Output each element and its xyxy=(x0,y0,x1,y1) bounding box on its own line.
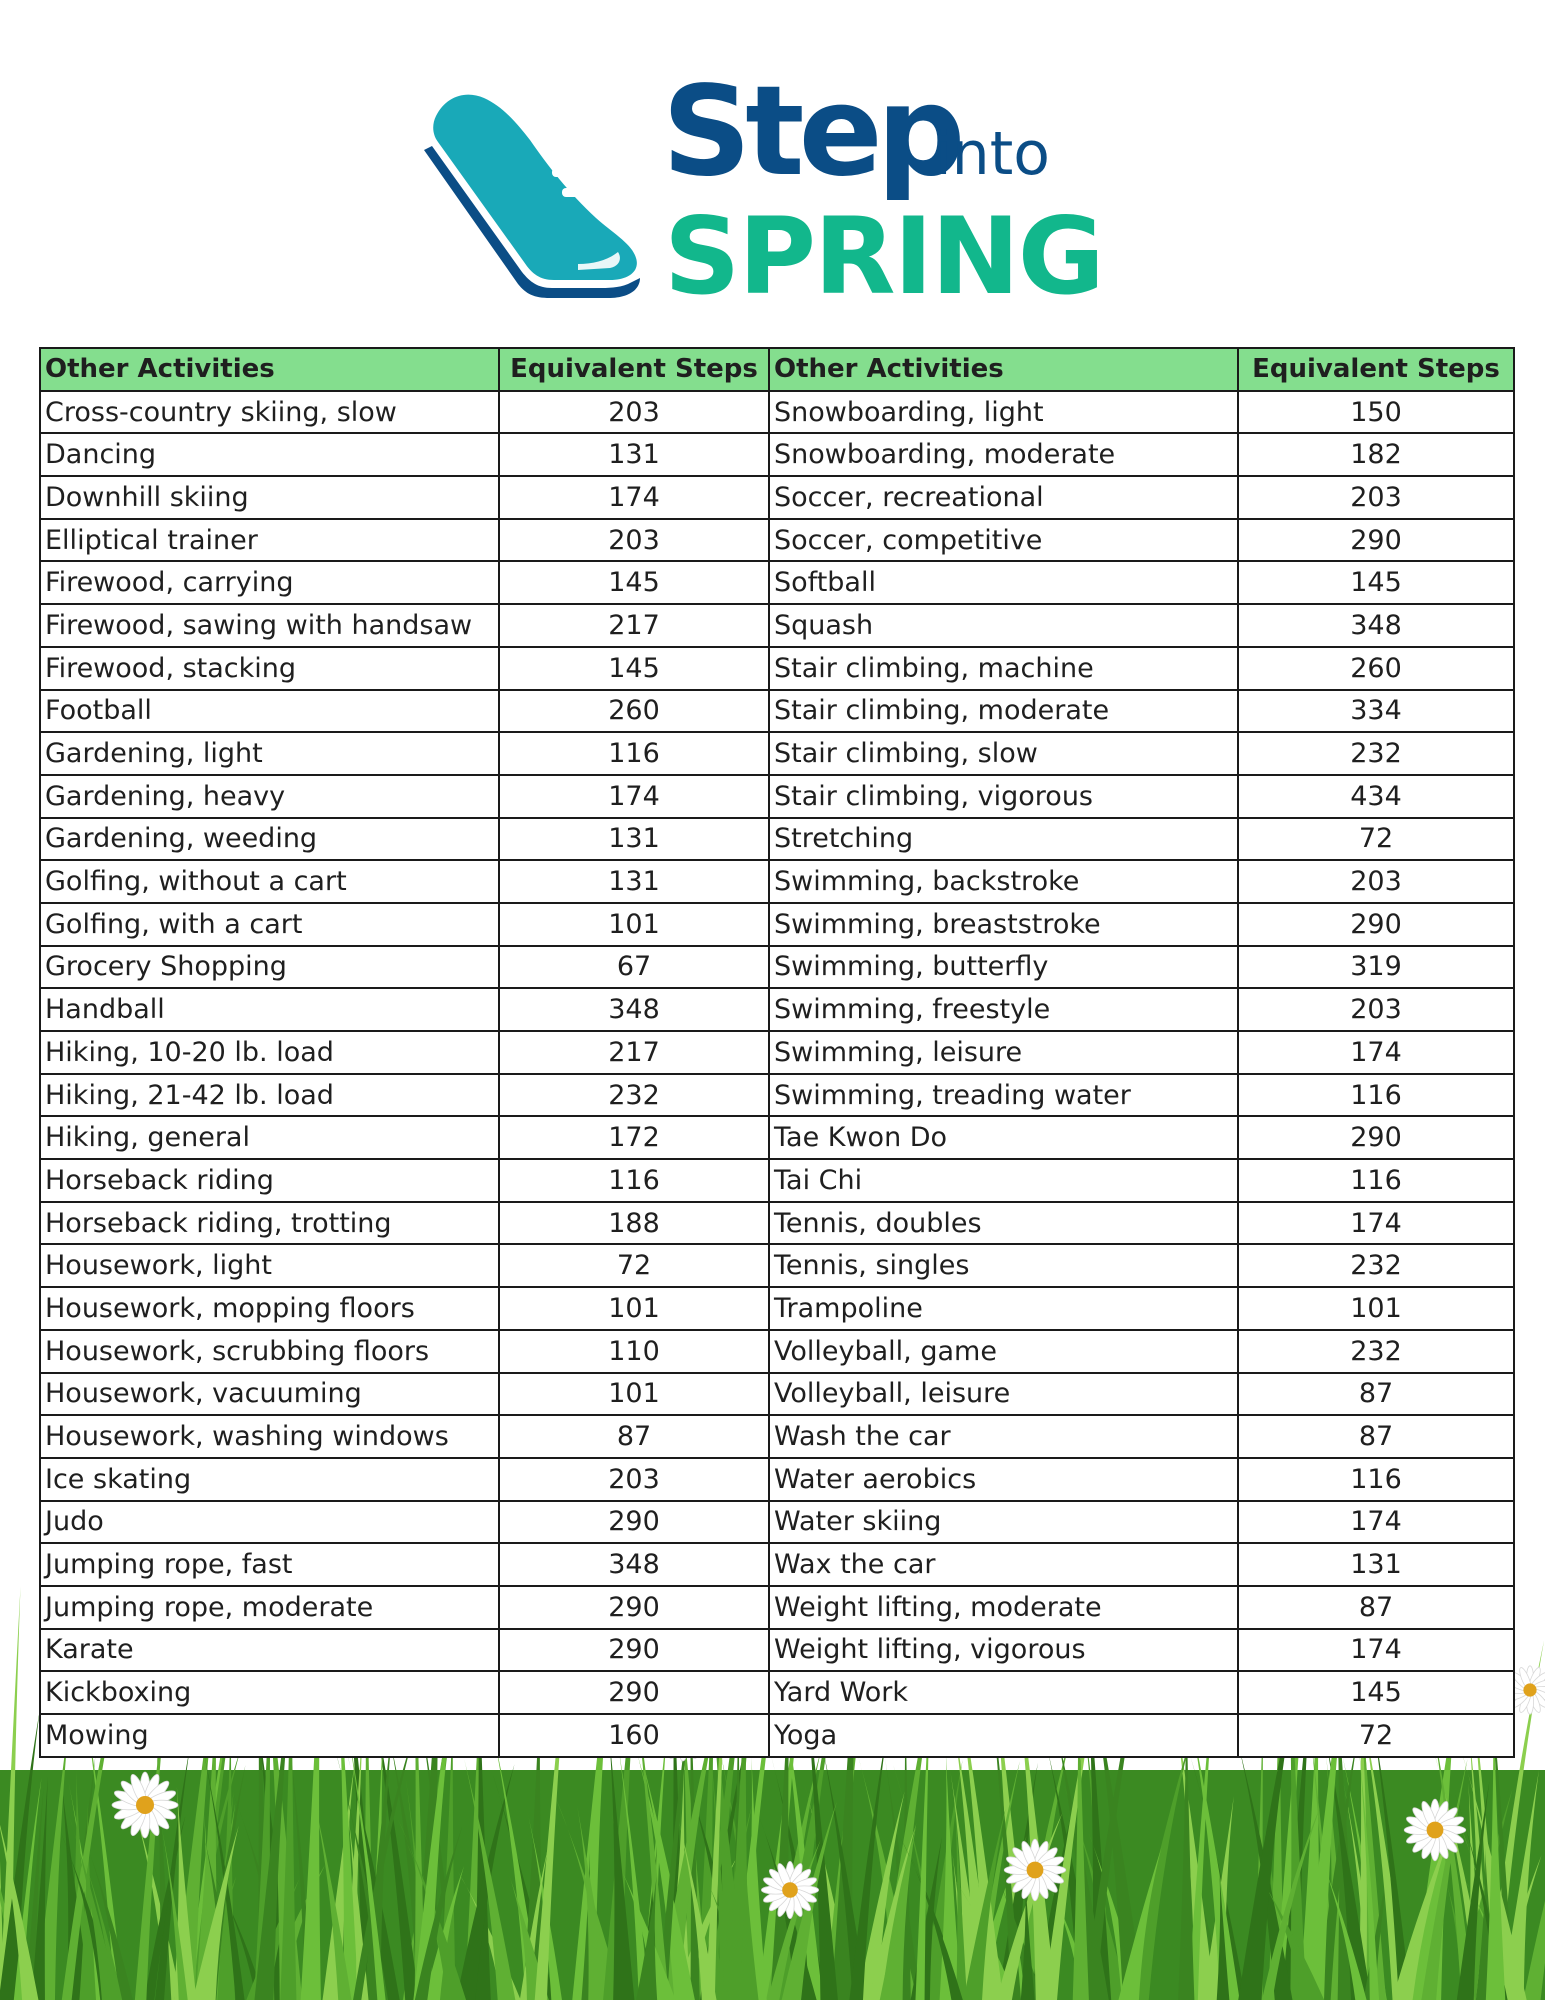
sneaker-icon xyxy=(418,88,644,302)
equivalent-steps-cell: 203 xyxy=(499,391,769,434)
table-row xyxy=(40,1116,1514,1159)
equivalent-steps-cell: 174 xyxy=(1238,1629,1514,1672)
logo-step-text: Step xyxy=(662,60,960,204)
activity-cell: Water skiing xyxy=(769,1501,1238,1544)
equivalent-steps-cell: 101 xyxy=(499,903,769,946)
equivalent-steps-cell: 290 xyxy=(499,1501,769,1544)
equivalent-steps-cell: 290 xyxy=(499,1671,769,1714)
equivalent-steps-cell: 87 xyxy=(1238,1415,1514,1458)
table-row xyxy=(40,1202,1514,1245)
activity-cell: Weight lifting, vigorous xyxy=(769,1629,1238,1672)
equivalent-steps-cell: 110 xyxy=(499,1330,769,1373)
equivalent-steps-cell: 87 xyxy=(499,1415,769,1458)
activity-cell: Ice skating xyxy=(40,1458,499,1501)
activity-cell: Volleyball, leisure xyxy=(769,1373,1238,1416)
activity-cell: Handball xyxy=(40,988,499,1031)
activity-cell: Swimming, leisure xyxy=(769,1031,1238,1074)
equivalent-steps-cell: 101 xyxy=(1238,1287,1514,1330)
equivalent-steps-cell: 116 xyxy=(1238,1074,1514,1117)
table-row xyxy=(40,433,1514,476)
equivalent-steps-cell: 217 xyxy=(499,1031,769,1074)
column-header-activities: Other Activities xyxy=(40,348,499,391)
activity-cell: Swimming, freestyle xyxy=(769,988,1238,1031)
table-row xyxy=(40,690,1514,733)
table-row xyxy=(40,604,1514,647)
equivalent-steps-cell: 232 xyxy=(1238,1244,1514,1287)
table-row xyxy=(40,903,1514,946)
equivalent-steps-cell: 150 xyxy=(1238,391,1514,434)
activity-cell: Horseback riding xyxy=(40,1159,499,1202)
activity-cell: Tae Kwon Do xyxy=(769,1116,1238,1159)
table-row xyxy=(40,1629,1514,1672)
table-row xyxy=(40,1458,1514,1501)
activity-cell: Grocery Shopping xyxy=(40,946,499,989)
equivalent-steps-cell: 174 xyxy=(1238,1202,1514,1245)
activity-cell: Downhill skiing xyxy=(40,476,499,519)
equivalent-steps-cell: 203 xyxy=(499,1458,769,1501)
equivalent-steps-cell: 145 xyxy=(1238,561,1514,604)
equivalent-steps-cell: 217 xyxy=(499,604,769,647)
activity-cell: Snowboarding, moderate xyxy=(769,433,1238,476)
equivalent-steps-cell: 319 xyxy=(1238,946,1514,989)
table-row xyxy=(40,391,1514,434)
table-row xyxy=(40,1373,1514,1416)
equivalent-steps-cell: 232 xyxy=(1238,732,1514,775)
activity-cell: Hiking, 21-42 lb. load xyxy=(40,1074,499,1117)
logo-into-text: into xyxy=(935,119,1050,189)
table-row xyxy=(40,1415,1514,1458)
activity-cell: Yoga xyxy=(769,1714,1238,1757)
activity-cell: Golfing, with a cart xyxy=(40,903,499,946)
activity-cell: Housework, vacuuming xyxy=(40,1373,499,1416)
table-row xyxy=(40,988,1514,1031)
equivalent-steps-cell: 131 xyxy=(499,818,769,861)
equivalent-steps-cell: 203 xyxy=(499,519,769,562)
activity-cell: Water aerobics xyxy=(769,1458,1238,1501)
equivalent-steps-cell: 174 xyxy=(1238,1501,1514,1544)
table-row xyxy=(40,1671,1514,1714)
table-row xyxy=(40,1714,1514,1757)
equivalent-steps-cell: 145 xyxy=(499,561,769,604)
equivalent-steps-cell: 160 xyxy=(499,1714,769,1757)
equivalent-steps-cell: 145 xyxy=(1238,1671,1514,1714)
activity-cell: Jumping rope, fast xyxy=(40,1543,499,1586)
activity-cell: Swimming, butterfly xyxy=(769,946,1238,989)
activity-cell: Tai Chi xyxy=(769,1159,1238,1202)
activity-cell: Stair climbing, vigorous xyxy=(769,775,1238,818)
equivalent-steps-cell: 72 xyxy=(1238,1714,1514,1757)
activity-cell: Gardening, light xyxy=(40,732,499,775)
equivalent-steps-cell: 348 xyxy=(499,1543,769,1586)
activity-cell: Stair climbing, machine xyxy=(769,647,1238,690)
equivalent-steps-cell: 232 xyxy=(499,1074,769,1117)
activity-cell: Kickboxing xyxy=(40,1671,499,1714)
equivalent-steps-cell: 131 xyxy=(499,433,769,476)
table-row xyxy=(40,1031,1514,1074)
activity-cell: Soccer, competitive xyxy=(769,519,1238,562)
equivalent-steps-cell: 131 xyxy=(499,860,769,903)
equivalent-steps-cell: 290 xyxy=(1238,903,1514,946)
equivalent-steps-cell: 145 xyxy=(499,647,769,690)
activity-cell: Swimming, breaststroke xyxy=(769,903,1238,946)
activity-cell: Wax the car xyxy=(769,1543,1238,1586)
equivalent-steps-cell: 116 xyxy=(1238,1159,1514,1202)
table-row xyxy=(40,1586,1514,1629)
equivalent-steps-cell: 72 xyxy=(499,1244,769,1287)
table-row xyxy=(40,1287,1514,1330)
equivalent-steps-cell: 172 xyxy=(499,1116,769,1159)
table-row xyxy=(40,732,1514,775)
activity-cell: Volleyball, game xyxy=(769,1330,1238,1373)
table-row xyxy=(40,1244,1514,1287)
table-row xyxy=(40,860,1514,903)
equivalent-steps-cell: 182 xyxy=(1238,433,1514,476)
activity-cell: Housework, light xyxy=(40,1244,499,1287)
equivalent-steps-cell: 174 xyxy=(1238,1031,1514,1074)
activity-cell: Hiking, general xyxy=(40,1116,499,1159)
activity-cell: Mowing xyxy=(40,1714,499,1757)
activity-cell: Gardening, heavy xyxy=(40,775,499,818)
activity-cell: Golfing, without a cart xyxy=(40,860,499,903)
equivalent-steps-cell: 188 xyxy=(499,1202,769,1245)
equivalent-steps-cell: 203 xyxy=(1238,476,1514,519)
table-row xyxy=(40,476,1514,519)
activity-cell: Stair climbing, slow xyxy=(769,732,1238,775)
equivalent-steps-cell: 116 xyxy=(499,732,769,775)
activity-cell: Wash the car xyxy=(769,1415,1238,1458)
activity-cell: Housework, mopping floors xyxy=(40,1287,499,1330)
activity-cell: Karate xyxy=(40,1629,499,1672)
activity-cell: Swimming, treading water xyxy=(769,1074,1238,1117)
activity-cell: Housework, washing windows xyxy=(40,1415,499,1458)
activity-cell: Firewood, stacking xyxy=(40,647,499,690)
table-row xyxy=(40,1159,1514,1202)
activity-cell: Weight lifting, moderate xyxy=(769,1586,1238,1629)
column-header-steps: Equivalent Steps xyxy=(499,348,769,391)
activity-cell: Firewood, sawing with handsaw xyxy=(40,604,499,647)
table-row xyxy=(40,775,1514,818)
table-row xyxy=(40,1074,1514,1117)
activity-cell: Horseback riding, trotting xyxy=(40,1202,499,1245)
equivalent-steps-cell: 67 xyxy=(499,946,769,989)
activity-cell: Tennis, singles xyxy=(769,1244,1238,1287)
activity-cell: Firewood, carrying xyxy=(40,561,499,604)
activity-cell: Trampoline xyxy=(769,1287,1238,1330)
table-row xyxy=(40,818,1514,861)
activity-cell: Stair climbing, moderate xyxy=(769,690,1238,733)
equivalent-steps-cell: 334 xyxy=(1238,690,1514,733)
activity-cell: Gardening, weeding xyxy=(40,818,499,861)
activity-cell: Housework, scrubbing floors xyxy=(40,1330,499,1373)
equivalent-steps-cell: 72 xyxy=(1238,818,1514,861)
equivalent-steps-cell: 203 xyxy=(1238,860,1514,903)
activity-steps-table xyxy=(39,347,1513,1758)
equivalent-steps-cell: 260 xyxy=(499,690,769,733)
table-row xyxy=(40,946,1514,989)
activity-cell: Squash xyxy=(769,604,1238,647)
logo-spring-text: SPRING xyxy=(664,195,1103,318)
equivalent-steps-cell: 174 xyxy=(499,476,769,519)
activity-cell: Softball xyxy=(769,561,1238,604)
equivalent-steps-cell: 290 xyxy=(499,1586,769,1629)
table-row xyxy=(40,519,1514,562)
equivalent-steps-cell: 87 xyxy=(1238,1586,1514,1629)
activity-cell: Hiking, 10-20 lb. load xyxy=(40,1031,499,1074)
table-row xyxy=(40,647,1514,690)
equivalent-steps-cell: 290 xyxy=(499,1629,769,1672)
table-row xyxy=(40,561,1514,604)
activity-cell: Stretching xyxy=(769,818,1238,861)
activity-cell: Swimming, backstroke xyxy=(769,860,1238,903)
activity-cell: Dancing xyxy=(40,433,499,476)
equivalent-steps-cell: 174 xyxy=(499,775,769,818)
table-row xyxy=(40,1501,1514,1544)
equivalent-steps-cell: 434 xyxy=(1238,775,1514,818)
equivalent-steps-cell: 348 xyxy=(1238,604,1514,647)
table-row xyxy=(40,1543,1514,1586)
equivalent-steps-cell: 101 xyxy=(499,1287,769,1330)
equivalent-steps-cell: 290 xyxy=(1238,519,1514,562)
equivalent-steps-cell: 87 xyxy=(1238,1373,1514,1416)
equivalent-steps-cell: 101 xyxy=(499,1373,769,1416)
activity-cell: Judo xyxy=(40,1501,499,1544)
table-row xyxy=(40,1330,1514,1373)
equivalent-steps-cell: 116 xyxy=(499,1159,769,1202)
activity-cell: Elliptical trainer xyxy=(40,519,499,562)
activity-cell: Snowboarding, light xyxy=(769,391,1238,434)
activity-cell: Yard Work xyxy=(769,1671,1238,1714)
activity-cell: Soccer, recreational xyxy=(769,476,1238,519)
equivalent-steps-cell: 116 xyxy=(1238,1458,1514,1501)
activity-cell: Tennis, doubles xyxy=(769,1202,1238,1245)
logo xyxy=(0,0,1545,330)
equivalent-steps-cell: 290 xyxy=(1238,1116,1514,1159)
equivalent-steps-cell: 348 xyxy=(499,988,769,1031)
activity-cell: Jumping rope, moderate xyxy=(40,1586,499,1629)
equivalent-steps-cell: 203 xyxy=(1238,988,1514,1031)
equivalent-steps-cell: 260 xyxy=(1238,647,1514,690)
activity-cell: Football xyxy=(40,690,499,733)
column-header-steps: Equivalent Steps xyxy=(1238,348,1514,391)
equivalent-steps-cell: 232 xyxy=(1238,1330,1514,1373)
column-header-activities: Other Activities xyxy=(769,348,1238,391)
equivalent-steps-cell: 131 xyxy=(1238,1543,1514,1586)
activity-cell: Cross-country skiing, slow xyxy=(40,391,499,434)
table-header-row xyxy=(40,348,1514,391)
